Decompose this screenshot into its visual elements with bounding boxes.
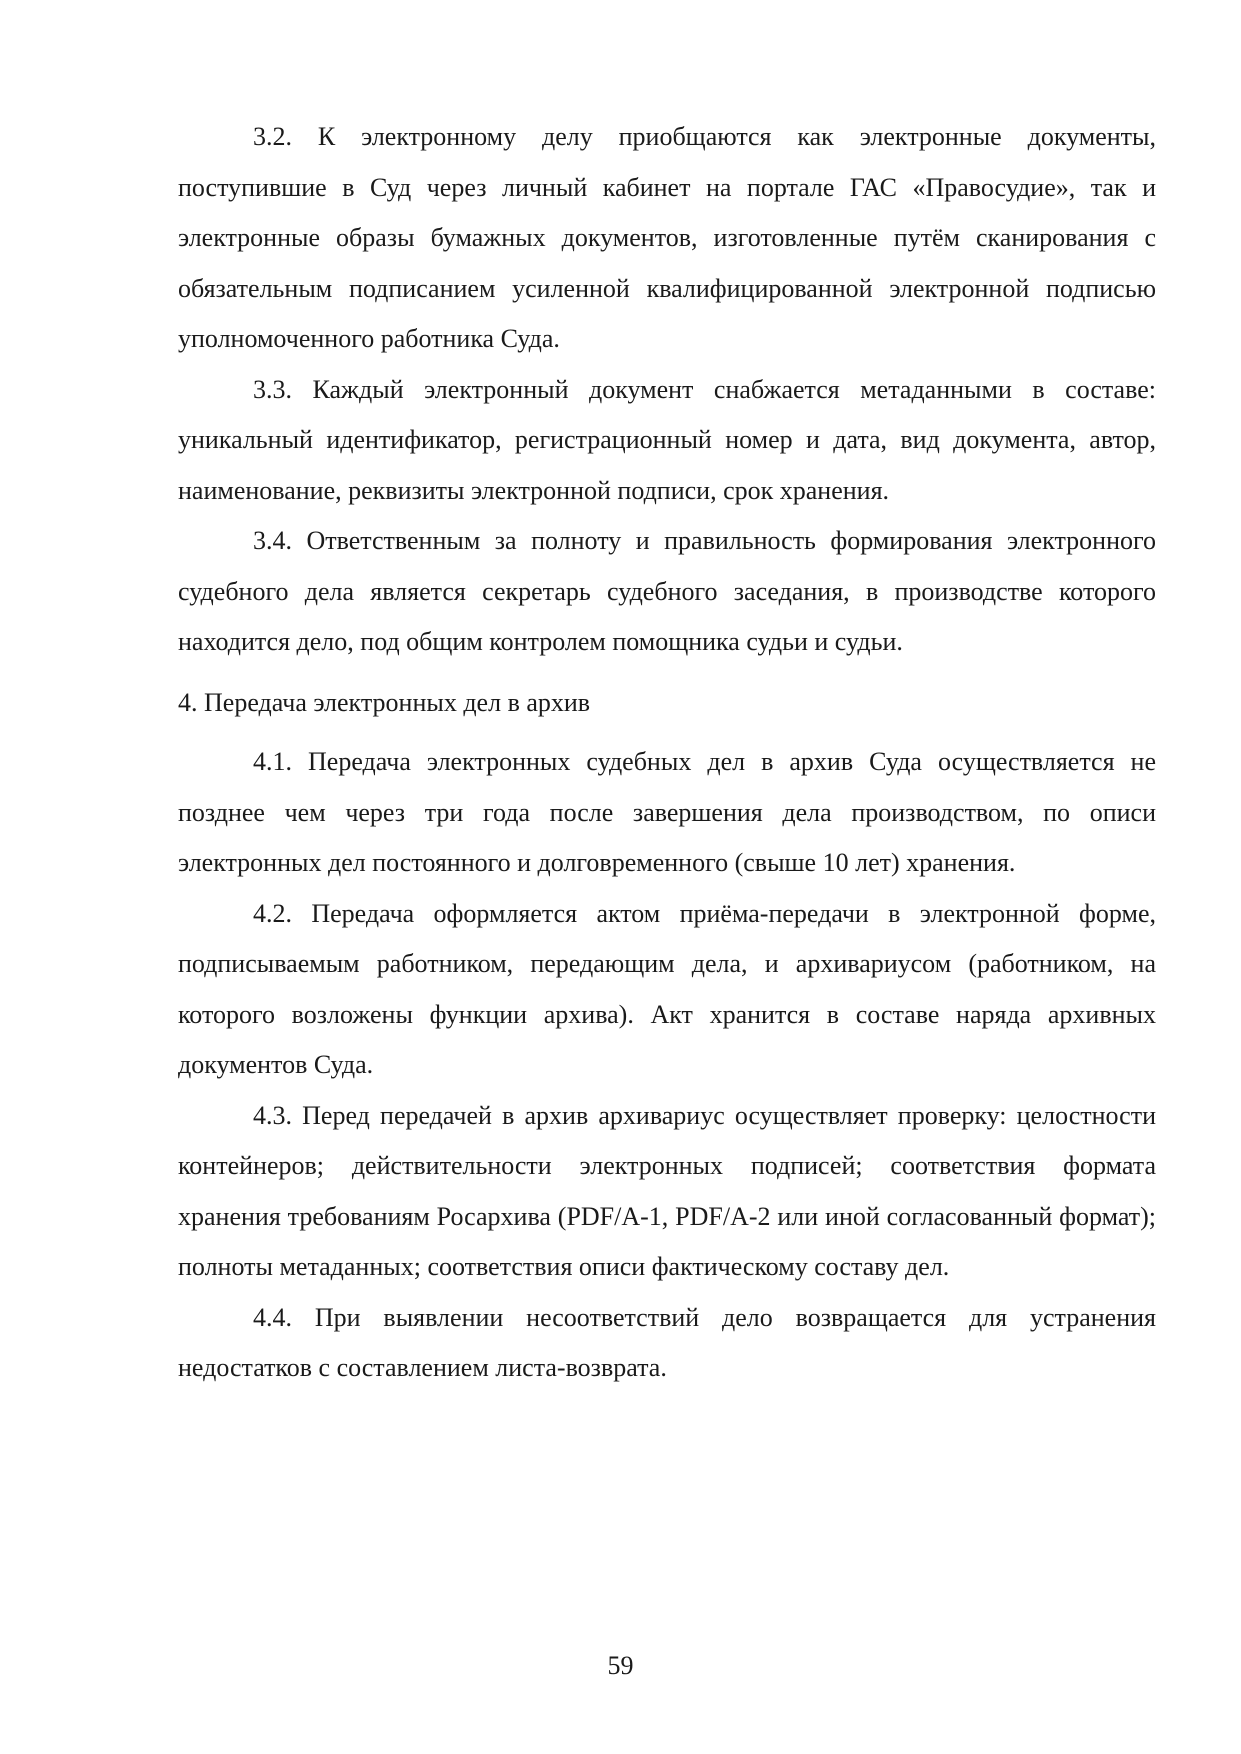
paragraph-3-3: 3.3. Каждый электронный документ снабжается метаданными в составе: уникальный идентификатор, регистрационный номер и дата, вид документа, автор, наименование, реквизиты электронной подписи, срок хранения.	[178, 374, 1156, 505]
paragraph-4-2: 4.2. Передача оформляется актом приёма-передачи в электронной форме, подписываемым работником, передающим дела, и архивариусом (работником, на которого возложены функции архива). Акт хранится в составе наряда архивных документов Суда.	[178, 898, 1156, 1079]
page-number: 59	[607, 1651, 634, 1680]
page-body	[178, 112, 1156, 1394]
paragraph-3-4: 3.4. Ответственным за полноту и правильность формирования электронного судебного дела является секретарь судебного заседания, в производстве которого находится дело, под общим контролем помощника судьи и судьи.	[178, 526, 1156, 656]
paragraph-3-2: 3.2. К электронному делу приобщаются как электронные документы, поступившие в Суд через личный кабинет на портале ГАС «Правосудие», так и электронные образы бумажных документов, изготовленные путём сканирования с обязательным подписанием усиленной квалифицированной электронной подписью уполномоченного работника Суда.	[178, 122, 1156, 353]
section-heading-4: 4. Передача электронных дел в архив	[178, 687, 591, 717]
paragraph-4-4: 4.4. При выявлении несоответствий дело возвращается для устранения недостатков с составлением листа-возврата.	[178, 1302, 1156, 1382]
paragraph-4-3: 4.3. Перед передачей в архив архивариус осуществляет проверку: целостности контейнеров; действительности электронных подписей; соответствия формата хранения требованиям Росархива (PDF/A-1, PDF/A-2 или иной согласованный формат); полноты метаданных; соответствия описи фактическому составу дел.	[178, 1100, 1156, 1281]
paragraph-4-1: 4.1. Передача электронных судебных дел в архив Суда осуществляется не позднее чем через три года после завершения дела производством, по описи электронных дел постоянного и долговременного (свыше 10 лет) хранения.	[178, 747, 1156, 877]
